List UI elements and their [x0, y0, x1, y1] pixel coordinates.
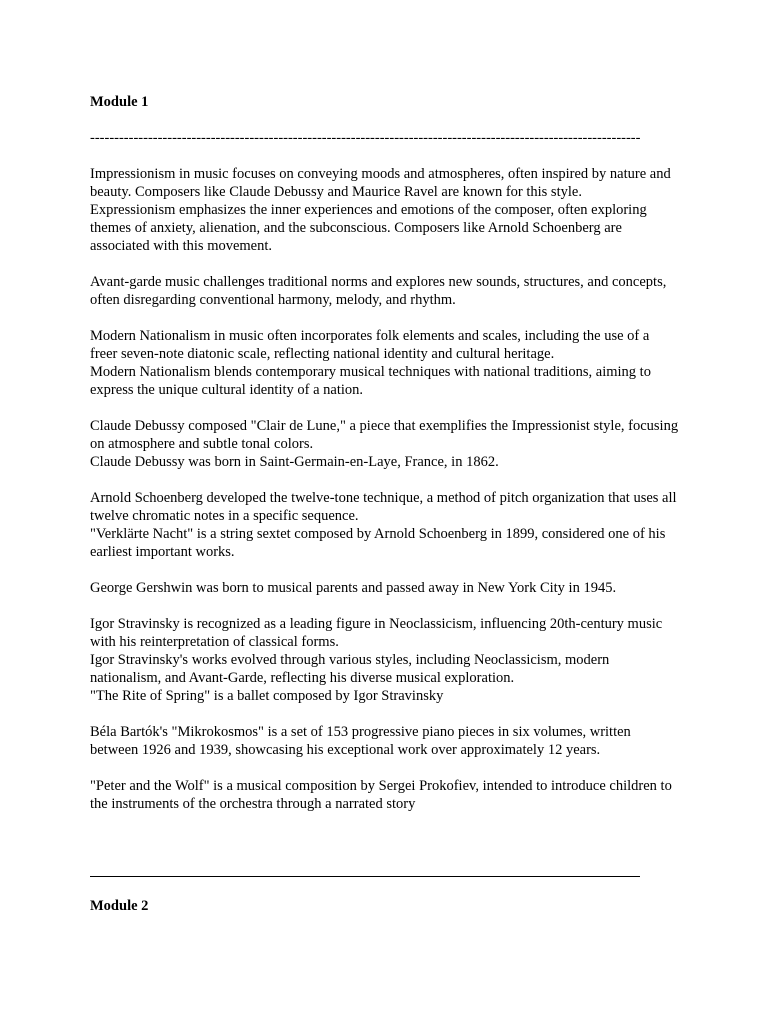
paragraph-line: Arnold Schoenberg developed the twelve-tone technique, a method of pitch organization that uses all twelve chromatic notes in a specific sequence. [90, 490, 677, 524]
paragraph-line: Expressionism emphasizes the inner experiences and emotions of the composer, often exploring themes of anxiety, alienation, and the subconscious. Composers like Arnold Schoenberg are associated with this movement. [90, 202, 647, 254]
paragraph-gershwin [90, 579, 680, 597]
paragraph-prokofiev [90, 777, 680, 813]
paragraph-line: "Verklärte Nacht" is a string sextet composed by Arnold Schoenberg in 1899, considered one of his earliest important works. [90, 526, 666, 560]
paragraph-schoenberg [90, 489, 680, 561]
paragraph-stravinsky [90, 615, 680, 705]
module-1-content [90, 165, 680, 831]
paragraph-impressionism-expressionism [90, 165, 680, 255]
paragraph-debussy [90, 417, 680, 471]
paragraph-line: Béla Bartók's "Mikrokosmos" is a set of 153 progressive piano pieces in six volumes, written between 1926 and 1939, showcasing his exceptional work over approximately 12 years. [90, 724, 631, 758]
paragraph-line: Igor Stravinsky is recognized as a leading figure in Neoclassicism, influencing 20th-century music with his reinterpretation of classical forms. [90, 616, 663, 650]
horizontal-rule [90, 876, 640, 877]
paragraph-line: George Gershwin was born to musical parents and passed away in New York City in 1945. [90, 580, 617, 596]
paragraph-line: Claude Debussy was born in Saint-Germain-en-Laye, France, in 1862. [90, 454, 499, 470]
paragraph-line: Modern Nationalism blends contemporary musical techniques with national traditions, aiming to express the unique cultural identity of a nation. [90, 364, 651, 398]
paragraph-line: Claude Debussy composed "Clair de Lune," a piece that exemplifies the Impressionist style, focusing on atmosphere and subtle tonal colors. [90, 418, 679, 452]
paragraph-avant-garde [90, 273, 680, 309]
paragraph-line: Modern Nationalism in music often incorporates folk elements and scales, including the use of a freer seven-note diatonic scale, reflecting national identity and cultural heritage. [90, 328, 650, 362]
paragraph-line: "The Rite of Spring" is a ballet composed by Igor Stravinsky [90, 688, 444, 704]
paragraph-bartok [90, 723, 680, 759]
paragraph-line: Avant-garde music challenges traditional norms and explores new sounds, structures, and concepts, often disregarding conventional harmony, melody, and rhythm. [90, 274, 667, 308]
paragraph-line: Impressionism in music focuses on conveying moods and atmospheres, often inspired by nature and beauty. Composers like Claude Debussy and Maurice Ravel are known for this style. [90, 166, 671, 200]
paragraph-modern-nationalism [90, 327, 680, 399]
module-2-heading: Module 2 [90, 898, 149, 914]
paragraph-line: "Peter and the Wolf" is a musical composition by Sergei Prokofiev, intended to introduce children to the instruments of the orchestra through a narrated story [90, 778, 672, 812]
module-1-heading: Module 1 [90, 94, 149, 110]
paragraph-line: Igor Stravinsky's works evolved through various styles, including Neoclassicism, modern nationalism, and Avant-Garde, reflecting his diverse musical exploration. [90, 652, 610, 686]
dashed-separator: ------------------------------------------------------------------------------------------------------------------ [90, 130, 641, 146]
